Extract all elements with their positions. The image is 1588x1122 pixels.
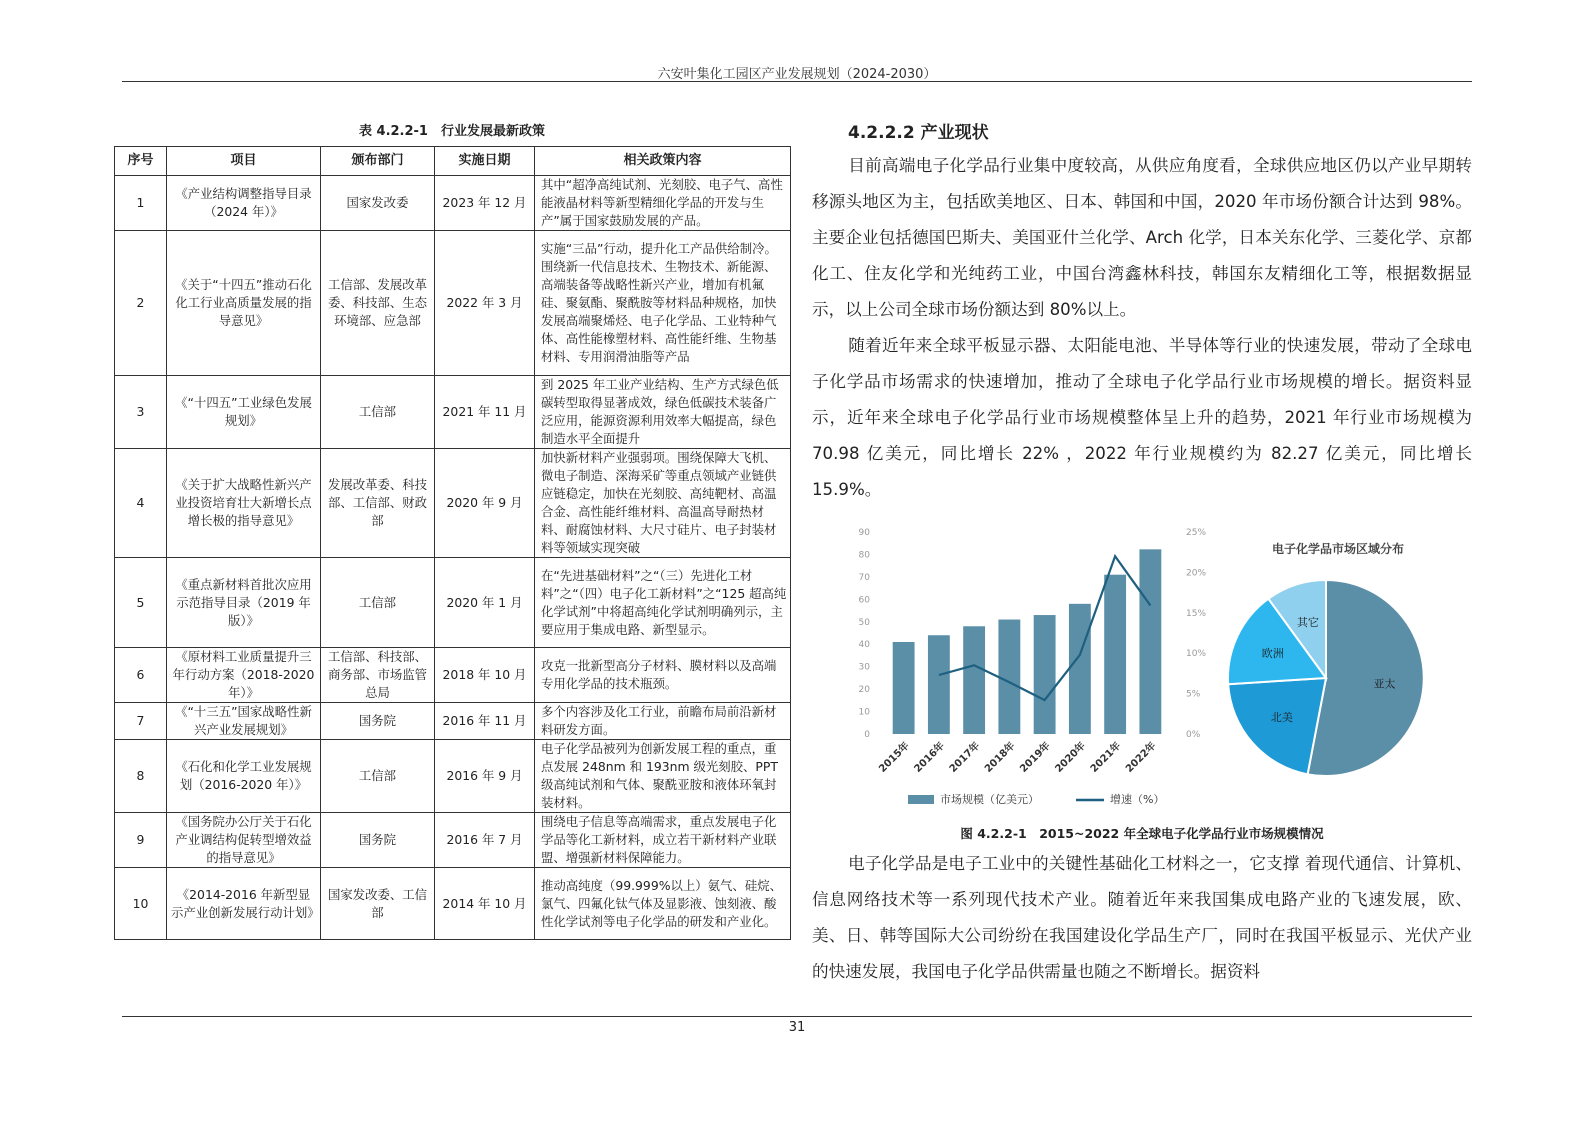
- cell-content: 在“先进基础材料”之“（三）先进化工材料”之“（四）电子化工新材料”之“125 超高纯化学试剂”中将超高纯化学试剂明确列示，主要应用于集成电路、新型显示。: [535, 558, 791, 648]
- paragraph-text: 电子化学品是电子工业中的关键性基础化工材料之一，它支撑 着现代通信、计算机、信息网络技术等一系列现代技术产业。随着近年来我国集成电路产业的飞速发展，欧、美、日、韩等国际大公司纷纷在我国建设化学品生产厂，同时在我国平板显示、光伏产业的快速发展，我国电子化学品供需量也随之不断增长。据资料: [812, 854, 1472, 981]
- table-row: [115, 231, 791, 376]
- bar: [928, 635, 950, 734]
- column-header: 序号: [115, 147, 167, 176]
- body-paragraph: [812, 846, 1472, 990]
- header-rule: [122, 81, 1472, 82]
- cell-content: 围绕电子信息等高端需求，重点发展电子化学品等化工新材料，成立若干新材料产业联盟、增强新材料保障能力。: [535, 813, 791, 868]
- policy-table: [114, 146, 791, 940]
- bar: [1034, 615, 1056, 734]
- cell-no: 5: [115, 558, 167, 648]
- paragraph-text: 目前高端电子化学品行业集中度较高，从供应角度看，全球供应地区仍以产业早期转移源头地区为主，包括欧美地区、日本、韩国和中国，2020 年市场份额合计达到 98%。主要企业包括德国巴斯夫、美国亚什兰化学、Arch 化学，日本关东化学、三菱化学、京都化工、住友化学和光纯药工业，中国台湾鑫林科技，韩国东友精细化工等，根据数据显示，以上公司全球市场份额达到 80%以上。: [812, 156, 1472, 319]
- bar: [1139, 549, 1161, 734]
- cell-dept: 工信部: [321, 376, 435, 449]
- x-tick-label: 2019年: [1018, 740, 1053, 775]
- cell-no: 1: [115, 176, 167, 231]
- cell-item: 《重点新材料首批次应用示范指导目录（2019 年版）》: [167, 558, 321, 648]
- cell-item: 《“十四五”工业绿色发展规划》: [167, 376, 321, 449]
- cell-item: 《关于“十四五”推动石化化工行业高质量发展的指导意见》: [167, 231, 321, 376]
- cell-date: 2020 年 1 月: [435, 558, 535, 648]
- y-tick-label-left: 70: [858, 572, 870, 583]
- y-tick-label-left: 30: [858, 662, 870, 673]
- cell-dept: 国家发改委: [321, 176, 435, 231]
- cell-dept: 工信部: [321, 740, 435, 813]
- cell-date: 2016 年 11 月: [435, 703, 535, 740]
- y-tick-label-left: 0: [864, 730, 870, 740]
- section-title: 4.2.2.2 产业现状: [848, 123, 989, 143]
- cell-date: 2020 年 9 月: [435, 449, 535, 558]
- cell-no: 10: [115, 868, 167, 940]
- table-row: [115, 558, 791, 648]
- pie-slice: [1228, 678, 1326, 774]
- figure-caption: 图 4.2.2-1 2015~2022 年全球电子化学品行业市场规模情况: [960, 826, 1324, 841]
- legend-label: 市场规模（亿美元）: [940, 793, 1039, 806]
- cell-no: 3: [115, 376, 167, 449]
- body-paragraph: [812, 148, 1472, 328]
- table-row: [115, 376, 791, 449]
- cell-dept: 工信部、发展改革委、科技部、生态环境部、应急部: [321, 231, 435, 376]
- table-header-row: [115, 147, 791, 176]
- cell-dept: 发展改革委、科技部、工信部、财政部: [321, 449, 435, 558]
- paragraph-text: 随着近年来全球平板显示器、太阳能电池、半导体等行业的快速发展，带动了全球电子化学品市场需求的快速增加，推动了全球电子化学品行业市场规模的增长。据资料显示，近年来全球电子化学品行业市场规模整体呈上升的趋势，2021 年行业市场规模为 70.98 亿美元，同比增长 22% ，2022 年行业规模约为 82.27 亿美元，同比增长 15.9%。: [812, 336, 1472, 499]
- cell-item: 《石化和化学工业发展规划（2016-2020 年）》: [167, 740, 321, 813]
- y-tick-label-left: 40: [858, 640, 870, 651]
- table-caption: 表 4.2.2-1 行业发展最新政策: [359, 124, 545, 139]
- y-tick-label-right: 5%: [1186, 689, 1201, 700]
- cell-content: 推动高纯度（99.999%以上）氨气、硅烷、氯气、四氟化钛气体及显影液、蚀刻液、酸性化学试剂等电子化学品的研发和产业化。: [535, 868, 791, 940]
- bar: [1069, 604, 1091, 734]
- cell-item: 《2014-2016 年新型显示产业创新发展行动计划》: [167, 868, 321, 940]
- cell-dept: 工信部、科技部、商务部、市场监管总局: [321, 648, 435, 703]
- y-tick-label-right: 25%: [1186, 528, 1207, 538]
- cell-content: 攻克一批新型高分子材料、膜材料以及高端专用化学品的技术瓶颈。: [535, 648, 791, 703]
- legend-swatch-bar: [908, 795, 934, 804]
- cell-date: 2016 年 7 月: [435, 813, 535, 868]
- cell-dept: 国家发改委、工信部: [321, 868, 435, 940]
- cell-dept: 国务院: [321, 703, 435, 740]
- cell-content: 多个内容涉及化工行业，前瞻布局前沿新材料研发方面。: [535, 703, 791, 740]
- cell-item: 《产业结构调整指导目录（2024 年）》: [167, 176, 321, 231]
- cell-item: 《“十三五”国家战略性新兴产业发展规划》: [167, 703, 321, 740]
- pie-label: 亚太: [1373, 677, 1396, 691]
- cell-item: 《国务院办公厅关于石化产业调结构促转型增效益的指导意见》: [167, 813, 321, 868]
- market-chart: [846, 518, 1446, 818]
- cell-content: 到 2025 年工业产业结构、生产方式绿色低碳转型取得显著成效，绿色低碳技术装备广泛应用，能源资源利用效率大幅提高，绿色制造水平全面提升: [535, 376, 791, 449]
- table-row: [115, 868, 791, 940]
- pie-label: 北美: [1270, 710, 1293, 724]
- column-header: 实施日期: [435, 147, 535, 176]
- column-header: 相关政策内容: [535, 147, 791, 176]
- y-tick-label-right: 0%: [1186, 730, 1201, 740]
- cell-content: 加快新材料产业强弱项。围绕保障大飞机、微电子制造、深海采矿等重点领域产业链供应链稳定，加快在光刻胶、高纯靶材、高温合金、高性能纤维材料、高温高导耐热材料、耐腐蚀材料、大尺寸硅片、电子封装材料等领域实现突破: [535, 449, 791, 558]
- footer-rule: [122, 1016, 1472, 1017]
- table-row: [115, 703, 791, 740]
- bar: [893, 642, 915, 734]
- y-tick-label-right: 20%: [1186, 568, 1207, 579]
- cell-no: 4: [115, 449, 167, 558]
- y-tick-label-left: 10: [858, 707, 870, 718]
- legend-label: 增速（%）: [1110, 793, 1165, 806]
- x-tick-label: 2018年: [982, 740, 1018, 775]
- cell-dept: 国务院: [321, 813, 435, 868]
- cell-content: 其中“超净高纯试剂、光刻胶、电子气、高性能液晶材料等新型精细化学品的开发与生产”属于国家鼓励发展的产品。: [535, 176, 791, 231]
- table-row: [115, 176, 791, 231]
- y-tick-label-left: 90: [858, 528, 870, 538]
- x-tick-label: 2016年: [912, 740, 947, 775]
- x-tick-label: 2022年: [1123, 740, 1159, 775]
- column-header: 颁布部门: [321, 147, 435, 176]
- column-header: 项目: [167, 147, 321, 176]
- cell-no: 7: [115, 703, 167, 740]
- cell-date: 2016 年 9 月: [435, 740, 535, 813]
- cell-date: 2022 年 3 月: [435, 231, 535, 376]
- cell-item: 《关于扩大战略性新兴产业投资培育壮大新增长点增长极的指导意见》: [167, 449, 321, 558]
- cell-content: 电子化学品被列为创新发展工程的重点，重点发展 248nm 和 193nm 级光刻胶、PPT 级高纯试剂和气体、聚酰亚胺和液体环氧封装材料。: [535, 740, 791, 813]
- cell-item: 《原材料工业质量提升三年行动方案（2018-2020 年）》: [167, 648, 321, 703]
- cell-content: 实施“三品”行动，提升化工产品供给制冷。围绕新一代信息技术、生物技术、新能源、高端装备等战略性新兴产业，增加有机氟硅、聚氨酯、聚酰胺等材料品种规格，加快发展高端聚烯烃、电子化学品、工业特种气体、高性能橡塑材料、高性能纤维、生物基材料、专用润滑油脂等产品: [535, 231, 791, 376]
- table-row: [115, 449, 791, 558]
- y-tick-label-left: 50: [858, 617, 870, 628]
- bar: [998, 620, 1020, 734]
- x-tick-label: 2015年: [877, 740, 912, 775]
- y-tick-label-left: 20: [858, 685, 870, 696]
- bar: [963, 626, 985, 734]
- bar: [1104, 575, 1126, 734]
- y-tick-label-left: 80: [858, 550, 870, 561]
- body-paragraph: [812, 328, 1472, 508]
- cell-date: 2021 年 11 月: [435, 376, 535, 449]
- pie-label: 欧洲: [1261, 646, 1284, 660]
- y-tick-label-right: 15%: [1186, 608, 1207, 619]
- pie-title: 电子化学品市场区域分布: [1271, 542, 1405, 556]
- cell-date: 2014 年 10 月: [435, 868, 535, 940]
- table-row: [115, 648, 791, 703]
- cell-no: 8: [115, 740, 167, 813]
- cell-date: 2018 年 10 月: [435, 648, 535, 703]
- pie-label: 其它: [1296, 616, 1319, 630]
- cell-no: 9: [115, 813, 167, 868]
- page-number: 31: [788, 1020, 806, 1035]
- x-tick-label: 2017年: [947, 740, 983, 775]
- cell-no: 6: [115, 648, 167, 703]
- cell-no: 2: [115, 231, 167, 376]
- table-row: [115, 740, 791, 813]
- y-tick-label-right: 10%: [1186, 649, 1207, 660]
- cell-date: 2023 年 12 月: [435, 176, 535, 231]
- cell-dept: 工信部: [321, 558, 435, 648]
- y-tick-label-left: 60: [858, 595, 870, 606]
- table-row: [115, 813, 791, 868]
- x-tick-label: 2020年: [1053, 740, 1088, 775]
- running-header: 六安叶集化工园区产业发展规划（2024-2030）: [657, 67, 937, 82]
- x-tick-label: 2021年: [1088, 740, 1124, 775]
